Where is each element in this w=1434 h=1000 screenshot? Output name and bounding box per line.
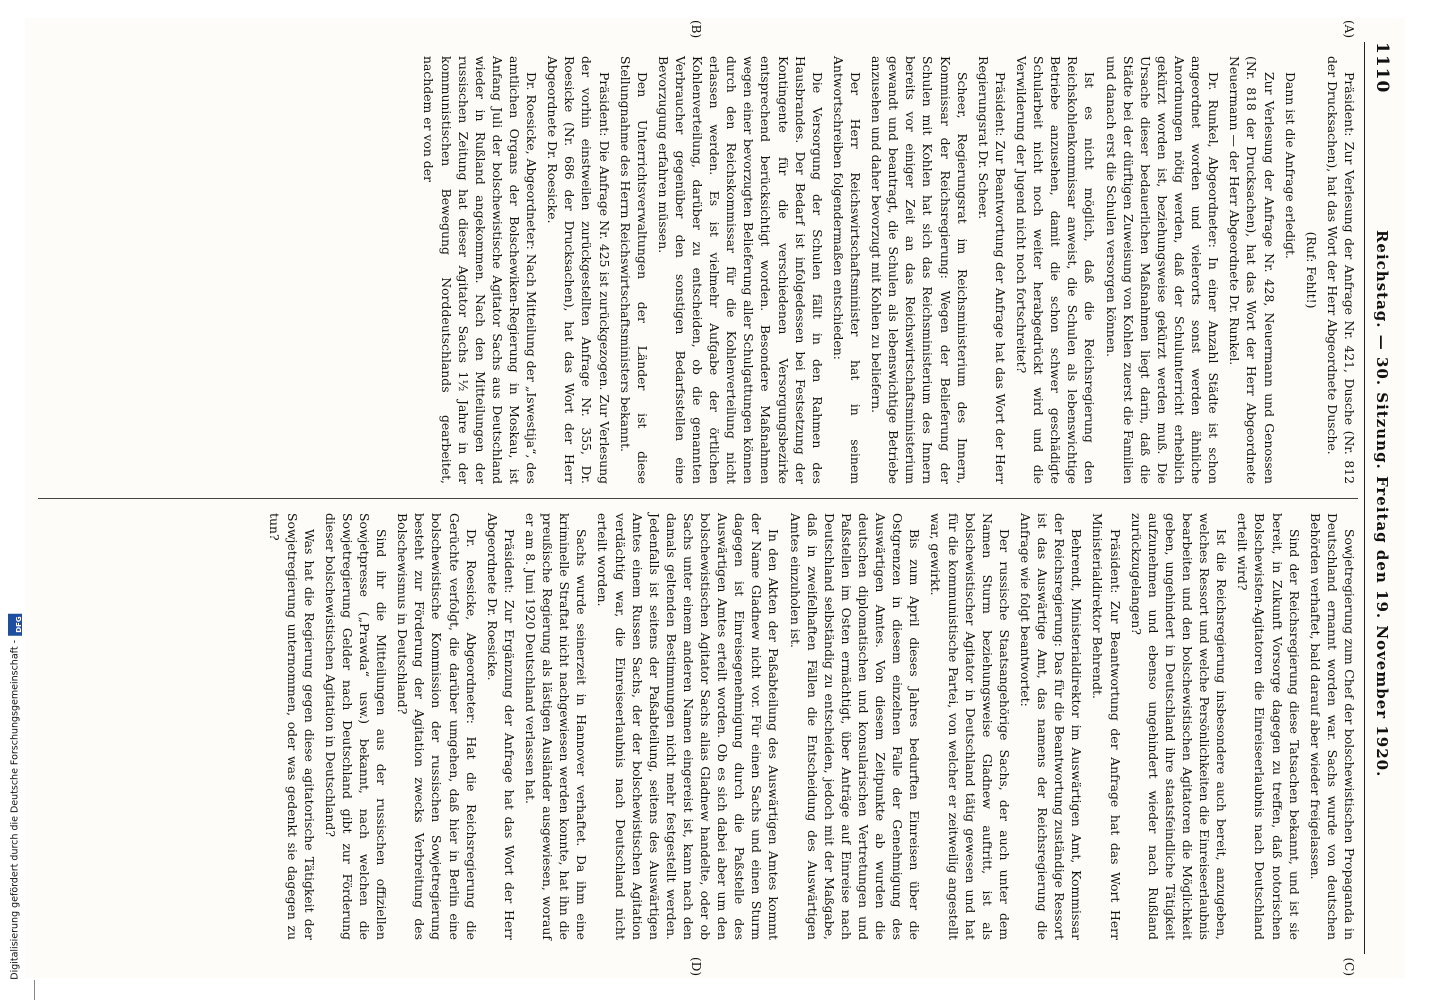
digitization-credit <box>8 614 22 980</box>
scan-edge-line <box>34 980 35 1000</box>
paragraph: Dann ist die Anfrage erledigt. <box>1282 72 1298 259</box>
paragraph: Scheer, Regierungsrat im Reichsministerium des Innern, Kommissar der Reichsregierung: Wegen der Belieferung der Schulen mit Kohlen hat sich das Reichsministerium des Innern bereits vor einiger Zeit an das Reichswirtschaftsministerium gewandt und beantragt, die Schulen als lebenswichtige Betriebe anzusehen und daher bevorzugt mit Kohlen zu beliefern. <box>869 56 970 484</box>
page-number: 1110 <box>1372 42 1392 94</box>
credit-text: Digitalisierung gefördert durch die Deutsche Forschungsgemeinschaft - <box>9 640 21 980</box>
paragraph: (Ruf: Fehlt!) <box>1303 231 1319 309</box>
left-column <box>38 42 1358 498</box>
text-columns <box>38 20 1358 976</box>
paragraph: Dr. Roesicke, Abgeordneter: Hat die Reichsregierung die Gerüchte verfolgt, die darüber umgehen, daß hier in Berlin eine bolschewistische Kommission der russischen Sowjetregierung besteht zur Förderung der Agitation zwecks Verbreitung des Bolschewismus in Deutschland? <box>395 513 479 940</box>
paragraph: Präsident: Zur Ergänzung der Anfrage hat das Wort der Herr Abgeordnete Dr. Roesicke. <box>484 513 517 940</box>
paragraph: Präsident: Die Anfrage Nr. 425 ist zurückgezogen. Zur Verlesung der vorhin einstweilen zurückgestellten Anfrage Nr. 355, Dr. Roesicke (Nr. 686 der Drucksachen), hat das Wort der Herr Abgeordnete Dr. Roesicke. <box>545 56 612 484</box>
margin-mark-c: (C) <box>1342 957 1356 976</box>
paragraph: Dr. Roesicke, Abgeordneter: Nach Mitteilung der „Iswestija“, des amtlichen Organs der Bolschewiken-Regierung in Moskau, ist Anfang Juli der bolschewistische Agitator Sachs aus Deutschland wieder in Rußland angekommen. Nach den Mitteilungen der russischen Zeitung hat dieser Agitator Sachs 1½ Jahre in der kommunistischen Bewegung Norddeutschlands gearbeitet, nachdem er von der <box>421 56 540 484</box>
paragraph: Den Unterrichtsverwaltungen der Länder ist diese Stellungnahme des Herrn Reichswirtschaftsministers bekannt. <box>617 56 650 484</box>
paragraph: Die Versorgung der Schulen fällt in den Rahmen des Hausbrandes. Der Bedarf ist infolgedessen bei Festsetzung der Kontingente für die verschiedenen Versorgungsbezirke entsprechend berücksichtigt worden. Besondere Maßnahmen wegen einer bevorzugten Belieferung aller Schulgattungen können durch den Reichskommissar für die Kohlenverteilung nicht erlassen werden. Es ist vielmehr Aufgabe der örtlichen Kohlenverteilung, darüber zu entscheiden, ob die genannten Verbraucher gegenüber den sonstigen Bedarfsstellen eine Bevorzugung erfahren müssen. <box>655 56 825 484</box>
right-column <box>38 498 1358 954</box>
paragraph: Sind der Reichsregierung diese Tatsachen bekannt, und ist sie bereit, in Zukunft Vorsorge dagegen zu treffen, daß notorischen Bolschewisten-Agitatoren die Einreiseerlaubnis nach Deutschland erteilt wird? <box>1235 513 1302 940</box>
page-running-title: Reichstag. — 30. Sitzung. Freitag den 19. November 1920. <box>1373 229 1391 778</box>
paragraph: Was hat die Regierung gegen diese agitatorische Tätigkeit der Sowjetregierung unternommen, oder was gedenkt sie dagegen zu tun? <box>267 513 317 940</box>
margin-mark-d: (D) <box>689 957 703 976</box>
paragraph: Ist die Reichsregierung insbesondere auch bereit, anzugeben, welches Ressort und welche Persönlichkeiten die Einreiseerlaubnis bearbeiten und den bolschewistischen Agitatoren die Möglichkeit geben, ungehindert in Deutschland ihre staatsfeindliche Tätigkeit aufzunehmen und ebenso ungehindert wieder nach Rußland zurückzugelangen? <box>1128 513 1230 940</box>
paragraph: Sind ihr die Mitteilungen aus der russischen offiziellen Sowjetpresse („Prawda“ usw.) bekannt, nach welchen die Sowjetregierung Gelder nach Deutschland gibt zur Förderung dieser bolschewistischen Agitation in Deutschland? <box>322 513 390 940</box>
paragraph: Der russische Staatsangehörige Sachs, der auch unter dem Namen Sturm beziehungsweise Gladnew auftritt, ist als bolschewistischer Agitator in Deutschland tätig gewesen und hat für die kommunistische Partei, von welcher er zeitweilig angestellt war, gewirkt. <box>928 513 1012 940</box>
paragraph: Präsident: Zur Verlesung der Anfrage Nr. 421, Dusche (Nr. 812 der Drucksachen), hat das Wort der Herr Abgeordnete Dusche. <box>1324 56 1357 484</box>
paragraph: Bis zum April dieses Jahres bedurften Einreisen über die Ostgrenzen in diesem einzelnen Falle der Genehmigung des Auswärtigen Amtes. Von diesem Zeitpunkte ab wurden die deutschen diplomatischen und konsularischen Vertretungen und Paßstellen im Osten ermächtigt, über Anträge auf Einreise nach Deutschland selbständig zu entscheiden, jedoch mit der Maßgabe, daß in zweifelhaften Fällen die Entscheidung des Auswärtigen Amtes einzuholen ist. <box>787 513 923 940</box>
paragraph: Präsident: Zur Beantwortung der Anfrage hat das Wort Herr Ministerialdirektor Behrendt. <box>1090 513 1123 940</box>
dfg-logo-icon: DFG <box>8 614 22 636</box>
paragraph: Der Herr Reichswirtschaftsminister hat in seinem Antwortschreiben folgendermaßen entschieden: <box>830 56 864 484</box>
paragraph: Dr. Runkel, Abgeordneter: In einer Anzahl Städte ist schon angeordnet worden und vielerorts sonst werden ähnliche Anordnungen nötig werden, daß der Schulunterricht erheblich gekürzt worden ist, beziehungsweise gekürzt werden muß. Die Ursache dieser bedauerlichen Maßnahmen liegt darin, daß die Städte bei der dürftigen Zuweisung von Kohlen zuerst die Familien und danach erst die Schulen versorgen können. <box>1103 56 1222 484</box>
paragraph: Sowjetregierung zum Chef der bolschewistischen Propaganda in Deutschland ernannt worden war. Sachs wurde von deutschen Behörden verhaftet, bald darauf aber wieder freigelassen. <box>1307 513 1357 940</box>
paragraph: Ist es nicht möglich, daß die Reichsregierung den Reichskohlenkommissar anweist, die Schulen als lebenswichtige Betriebe anzusehen, damit die schon schwer geschädigte Schularbeit nicht noch weiter herabgedrückt wird und die Verwilderung der Jugend nicht noch fortschreitet? <box>1014 56 1098 484</box>
margin-mark-a: (A) <box>1342 20 1356 39</box>
paragraph: Präsident: Zur Beantwortung der Anfrage hat das Wort der Herr Regierungsrat Dr. Scheer. <box>975 56 1008 484</box>
paragraph: In den Akten der Paßabteilung des Auswärtigen Amtes kommt der Name Gladnew nicht vor. Für einen Sachs und einen Sturm dagegen ist Einreisegenehmigung durch die Paßstelle des Auswärtigen Amtes erteilt worden. Ob es sich dabei aber um den bolschewistischen Agitator Sachs alias Gladnew handelte, oder ob Sachs unter einem anderen Namen eingereist ist, kann nach den damals geltenden Bestimmungen nicht mehr festgestellt werden. Jedenfalls ist seitens der Paßabteilung, seitens des Auswärtigen Amtes einem Russen Sachs, der der bolschewistischen Agitation verdächtig war, die Einreiseerlaubnis nach Deutschland nicht erteilt worden. <box>595 513 782 940</box>
paragraph: Behrendt, Ministerialdirektor im Auswärtigen Amt, Kommissar der Reichsregierung: Das für die Beantwortung zuständige Ressort ist das Auswärtige Amt, das namens der Reichsregierung die Anfrage wie folgt beantwortet: <box>1018 513 1085 940</box>
margin-mark-b: (B) <box>689 20 703 39</box>
paragraph: Sachs wurde seinerzeit in Hannover verhaftet. Da ihm eine kriminelle Straftat nicht nachgewiesen werden konnte, hat ihn die preußische Regierung als lästigen Ausländer ausgewiesen, worauf er am 8. Juni 1920 Deutschland verlassen hat. <box>522 513 590 940</box>
paragraph: Zur Verlesung der Anfrage Nr. 428, Neuermann und Genossen (Nr. 818 der Drucksachen), hat das Wort der Herr Abgeordnete Neuermann — der Herr Abgeordnete Dr. Runkel. <box>1227 56 1277 484</box>
page-header <box>1364 42 1399 954</box>
printed-page <box>25 18 1405 978</box>
